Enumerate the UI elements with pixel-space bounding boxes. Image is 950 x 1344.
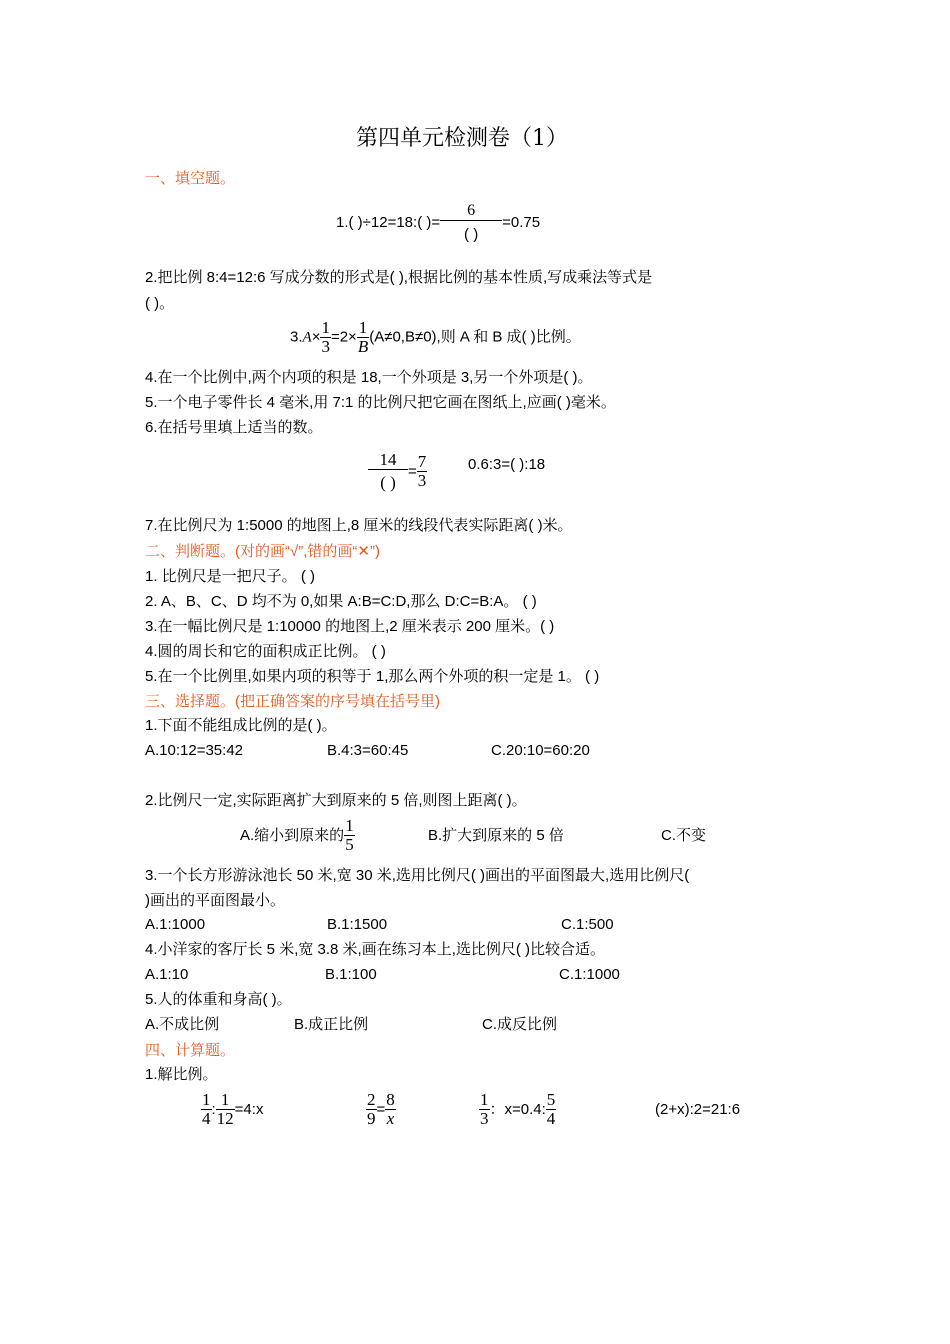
fill-q3 <box>290 319 581 356</box>
judge-q2: 2. A、B、C、D 均不为 0,如果 A:B=C:D,那么 D:C=B:A。 ( ) <box>145 593 537 610</box>
calc-eq1-fraction-1 <box>201 1091 212 1128</box>
fraction-denominator: B <box>357 336 369 356</box>
section-heading-choice: 三、选择题。(把正确答案的序号填在括号里) <box>145 693 440 710</box>
choice-q1: 1.下面不能组成比例的是( )。 <box>145 717 337 734</box>
choice-q5-option-a: A.不成比例 <box>145 1016 220 1033</box>
fraction-denominator: 4 <box>546 1108 556 1128</box>
judge-q1: 1. 比例尺是一把尺子。 ( ) <box>145 568 316 585</box>
fill-q1-fraction <box>440 203 502 243</box>
choice-q2-option-b: B.扩大到原来的 5 倍 <box>428 827 564 844</box>
fill-q3-var-a: A <box>302 329 312 346</box>
calc-eq4: (2+x):2=21:6 <box>655 1101 741 1118</box>
page-title: 第四单元检测卷（1） <box>356 126 568 151</box>
choice-q1-option-c: C.20:10=60:20 <box>491 742 590 759</box>
fraction-denominator: 12 <box>216 1108 234 1128</box>
fill-q4: 4.在一个比例中,两个内项的积是 18,一个外项是 3,另一个外项是( )。 <box>145 369 593 386</box>
calc-eq3 <box>479 1091 556 1128</box>
calc-eq1-rest: =4:x <box>234 1100 264 1118</box>
fill-q1-text: 1.( )÷12=18:( )= <box>336 213 441 231</box>
section-heading-fill: 一、填空题。 <box>145 170 236 187</box>
choice-q1-option-a: A.10:12=35:42 <box>145 742 244 759</box>
choice-q2: 2.比例尺一定,实际距离扩大到原来的 5 倍,则图上距离( )。 <box>145 792 527 809</box>
fraction-numerator: 6 <box>440 203 502 221</box>
fraction-numerator: 2 <box>367 1090 376 1109</box>
section-heading-calc: 四、计算题。 <box>145 1042 236 1059</box>
choice-q2-fraction <box>344 817 355 854</box>
fill-q3-mid: =2× <box>330 328 357 346</box>
fraction-denominator: ( ) <box>380 472 396 492</box>
choice-q3-line2: )画出的平面图最小。 <box>145 892 285 909</box>
fill-q3-num: 3. <box>290 328 303 346</box>
fraction-numerator: 1 <box>216 1091 235 1110</box>
choice-q5-option-c: C.成反比例 <box>482 1016 558 1033</box>
fraction-denominator: 3 <box>480 1108 489 1128</box>
fill-q3-fraction-1 <box>320 319 331 356</box>
fill-q3-condition: (A≠0,B≠0),则 A 和 B 成( )比例。 <box>369 328 581 346</box>
choice-q4-option-c: C.1:1000 <box>559 966 620 983</box>
calc-eq1-colon: : <box>211 1100 216 1118</box>
fill-q5: 5.一个电子零件长 4 毫米,用 7:1 的比例尺把它画在图纸上,应画( )毫米。 <box>145 394 616 411</box>
judge-q4: 4.圆的周长和它的面积成正比例。 ( ) <box>145 643 386 660</box>
fraction-denominator: 5 <box>345 834 354 854</box>
calc-eq3-fraction-1 <box>479 1091 490 1128</box>
calc-q1: 1.解比例。 <box>145 1066 218 1083</box>
fraction-numerator: 5 <box>546 1090 556 1109</box>
fraction-denominator: 9 <box>367 1108 376 1128</box>
choice-q4-option-a: A.1:10 <box>145 966 189 983</box>
fill-q7: 7.在比例尺为 1:5000 的地图上,8 厘米的线段代表实际距离( )米。 <box>145 517 573 534</box>
judge-q5: 5.在一个比例里,如果内项的积等于 1,那么两个外项的积一定是 1。 ( ) <box>145 668 600 685</box>
fraction-denominator: ( ) <box>464 225 479 243</box>
fraction-numerator: 7 <box>417 452 427 471</box>
fill-q6-fraction-2 <box>417 453 428 490</box>
fill-q6-expr2: 0.6:3=( ):18 <box>468 456 546 473</box>
calc-eq2-fraction-2 <box>385 1091 396 1128</box>
choice-q2-option-a-text: A.缩小到原来的 <box>240 826 345 844</box>
choice-q5-option-b: B.成正比例 <box>294 1016 369 1033</box>
choice-q4: 4.小洋家的客厅长 5 米,宽 3.8 米,画在练习本上,选比例尺( )比较合适。 <box>145 941 606 958</box>
fill-q1 <box>336 203 540 243</box>
choice-q3-option-a: A.1:1000 <box>145 916 206 933</box>
fill-q6-expr1 <box>368 451 427 492</box>
fill-q1-result: =0.75 <box>502 213 541 231</box>
fraction-denominator: 3 <box>417 470 427 490</box>
fraction-numerator: 1 <box>358 318 368 337</box>
calc-eq2-equals: = <box>376 1100 386 1118</box>
choice-q3-option-b: B.1:1500 <box>327 916 388 933</box>
choice-q2-option-c: C.不变 <box>661 827 707 844</box>
fraction-denominator: 4 <box>202 1108 211 1128</box>
fraction-numerator: 1 <box>345 816 354 835</box>
fill-q3-fraction-2 <box>357 319 369 356</box>
fill-q2-line2: ( )。 <box>145 295 175 312</box>
choice-q3-option-c: C.1:500 <box>561 916 614 933</box>
fraction-numerator: 1 <box>321 318 330 337</box>
calc-eq1 <box>201 1091 263 1128</box>
choice-q5: 5.人的体重和身高( )。 <box>145 991 292 1008</box>
judge-q3: 3.在一幅比例尺是 1:10000 的地图上,2 厘米表示 200 厘米。( ) <box>145 618 555 635</box>
calc-eq2-fraction-1 <box>366 1091 377 1128</box>
fill-q6-fraction-1 <box>368 451 408 492</box>
fraction-denominator: 3 <box>321 336 330 356</box>
choice-q1-option-b: B.4:3=60:45 <box>327 742 409 759</box>
choice-q4-option-b: B.1:100 <box>325 966 377 983</box>
calc-eq3-mid: ：x=0.4: <box>489 1100 546 1118</box>
calc-eq3-fraction-2 <box>546 1091 557 1128</box>
fill-q3-times: × <box>311 328 321 346</box>
calc-eq2 <box>366 1091 396 1128</box>
fill-q6-equals: = <box>408 462 417 480</box>
fraction-numerator: 8 <box>386 1090 395 1109</box>
fill-q2-line1: 2.把比例 8:4=12:6 写成分数的形式是( ),根据比例的基本性质,写成乘法等式是 <box>145 269 653 286</box>
fraction-numerator: 1 <box>202 1090 211 1109</box>
section-heading-judge: 二、判断题。(对的画“√”,错的画“✕”) <box>145 543 380 560</box>
fraction-denominator: x <box>386 1108 395 1128</box>
calc-eq1-fraction-2 <box>216 1091 235 1128</box>
choice-q3-line1: 3.一个长方形游泳池长 50 米,宽 30 米,选用比例尺( )画出的平面图最大,选用比例尺( <box>145 867 690 884</box>
fraction-numerator: 14 <box>368 451 408 470</box>
fill-q6: 6.在括号里填上适当的数。 <box>145 419 323 436</box>
choice-q2-option-a <box>240 817 355 854</box>
fraction-numerator: 1 <box>480 1090 489 1109</box>
